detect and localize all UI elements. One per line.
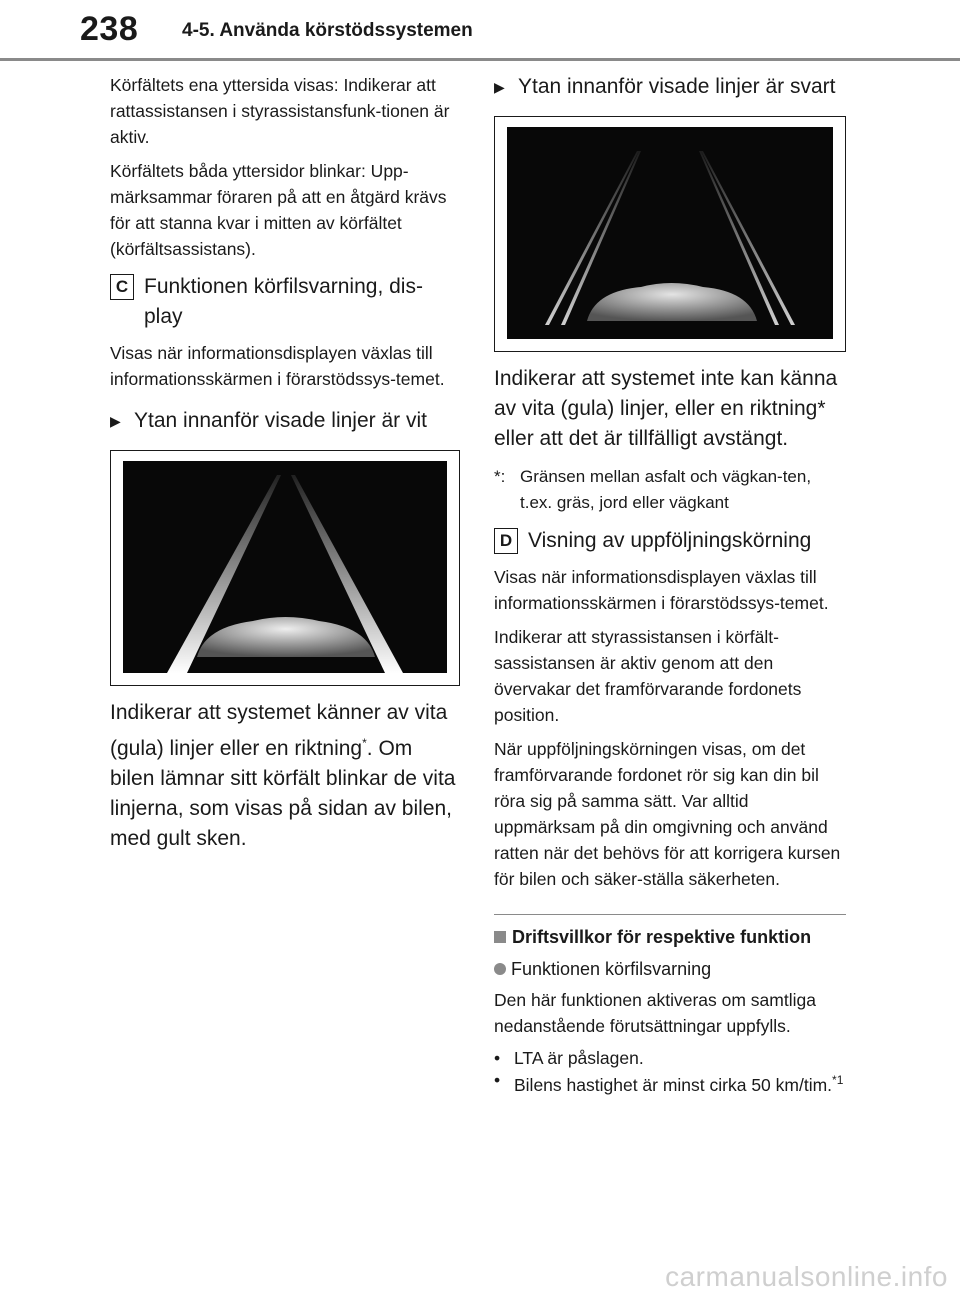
- lane-black-illustration: [507, 127, 833, 339]
- letter-d-box: D: [494, 528, 518, 554]
- function-item: [494, 955, 846, 983]
- section-divider: [494, 914, 846, 915]
- list-item-text: Bilens hastighet är minst cirka 50 km/tim.$^{*1}$: [514, 1073, 844, 1095]
- triangle-arrow-icon: ▶: [494, 79, 505, 95]
- arrow-heading-text: Ytan innanför visade linjer är svart: [518, 75, 836, 98]
- list-item: • LTA är påslagen.: [494, 1048, 644, 1068]
- black-lines-description: Indikerar att systemet inte kan känna av vita (gula) linjer, eller en riktning* eller att det är tillfälligt avstängt.: [494, 367, 838, 450]
- function-item-text: Funktionen körfilsvarning: [511, 959, 712, 979]
- paragraph: Indikerar att styrassistansen i körfält-sassistansen är aktiv genom att den övervakar det framförvarande fordonets position.: [494, 627, 802, 725]
- paragraph: Visas när informationsdisplayen växlas till informationsskärmen i förarstödssys-temet.: [494, 567, 829, 613]
- section-title: 4-5. Använda körstödssystemen: [182, 20, 473, 41]
- list-item: • Bilens hastighet är minst cirka 50 km/tim.$^{*1}$: [494, 1070, 844, 1095]
- square-bullet-icon: [494, 931, 506, 943]
- arrow-heading: [494, 72, 846, 102]
- triangle-arrow-icon: ▶: [110, 413, 121, 429]
- paragraph: Den här funktionen aktiveras om samtliga nedanstående förutsättningar uppfylls.: [494, 990, 816, 1036]
- watermark: carmanualsonline.info: [665, 1261, 948, 1292]
- subsection-heading: [494, 923, 846, 951]
- subsection-heading-text: Driftsvillkor för respektive funktion: [512, 927, 812, 947]
- footnote: [494, 464, 846, 516]
- page-header: [0, 0, 960, 62]
- footnote-text: Gränsen mellan asfalt och vägkan-ten, t.ex. gräs, jord eller vägkant: [520, 467, 812, 512]
- heading-d: [494, 526, 846, 556]
- circle-bullet-icon: [494, 963, 506, 975]
- list-item-text: LTA är påslagen.: [514, 1048, 644, 1068]
- header-rule: [0, 58, 960, 61]
- paragraph: Körfältets båda yttersidor blinkar: Upp-märksammar föraren på att en åtgärd krävs för att stanna kvar i mitten av körfältet (körfältsassistans).: [110, 161, 447, 259]
- paragraph: När uppföljningskörningen visas, om det framförvarande fordonet rör sig kan din bil röra sig på samma sätt. Var alltid uppmärksam på din omgivning och använd ratten när det behövs för att korrigera kursen för bilen och säker-ställa säkerheten.: [494, 739, 841, 889]
- heading-c-text: Funktionen körfilsvarning, dis-play: [144, 275, 423, 328]
- lane-white-illustration: [123, 461, 447, 673]
- letter-c-box: C: [110, 274, 134, 300]
- arrow-heading-text: Ytan innanför visade linjer är vit: [134, 409, 427, 432]
- heading-d-text: Visning av uppföljningskörning: [528, 529, 812, 552]
- figure-black-lines: [494, 116, 846, 352]
- footnote-mark: *:: [494, 467, 506, 486]
- white-lines-description: Indikerar att systemet känner av vita (gula) linjer eller en riktning*. Om bilen lämnar sitt körfält blinkar de vita linjerna, som visas på sidan av bilen, med gult sken.: [110, 701, 456, 850]
- right-column: [494, 72, 846, 1096]
- paragraph: Visas när informationsdisplayen växlas till informationsskärmen i förarstödssys-temet.: [110, 343, 445, 389]
- page-number: 238: [80, 10, 139, 48]
- left-column: [110, 72, 460, 854]
- figure-white-lines: [110, 450, 460, 686]
- heading-c: [110, 272, 460, 332]
- arrow-heading: [110, 406, 460, 436]
- paragraph: Körfältets ena yttersida visas: Indikerar att rattassistansen i styrassistansfunk-tionen är aktiv.: [110, 75, 450, 147]
